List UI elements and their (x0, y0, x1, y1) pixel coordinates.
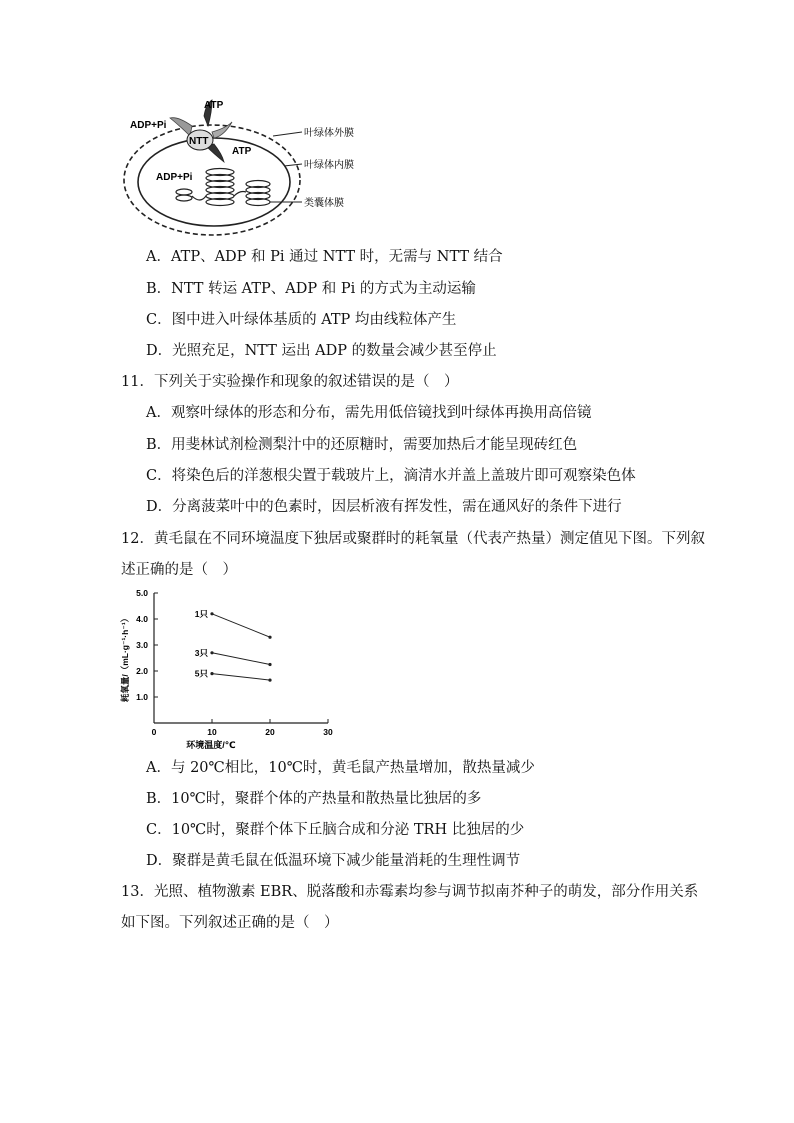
q10-option-c: C．图中进入叶绿体基质的 ATP 均由线粒体产生 (146, 312, 457, 328)
q11-option-c: C．将染色后的洋葱根尖置于载玻片上，滴清水并盖上盖玻片即可观察染色体 (146, 468, 636, 484)
series-label: 1只 (194, 608, 208, 619)
data-point (268, 663, 271, 666)
oxygen-consumption-chart (118, 585, 338, 755)
adp-pi-inner-label: ADP+Pi (156, 172, 193, 183)
q10-option-a: A．ATP、ADP 和 Pi 通过 NTT 时，无需与 NTT 结合 (146, 249, 503, 265)
data-point (268, 636, 271, 639)
q12-option-b: B．10℃时，聚群个体的产热量和散热量比独居的多 (146, 791, 482, 807)
y-tick-label: 2.0 (136, 666, 148, 676)
adp-pi-left-label: ADP+Pi (130, 120, 167, 131)
y-tick-label: 5.0 (136, 588, 148, 598)
series-line (212, 674, 270, 681)
chloroplast-diagram (118, 96, 378, 242)
series-line (212, 614, 270, 637)
q11-option-b: B．用斐林试剂检测梨汁中的还原糖时，需要加热后才能呈现砖红色 (146, 437, 578, 453)
q13-stem-line1: 13．光照、植物激素 EBR、脱落酸和赤霉素均参与调节拟南芥种子的萌发，部分作用关系 (121, 884, 699, 900)
q11-stem: 11．下列关于实验操作和现象的叙述错误的是（ ） (121, 374, 459, 390)
x-tick-label: 20 (265, 727, 275, 737)
data-point (210, 612, 213, 615)
q13-stem-line2: 如下图。下列叙述正确的是（ ） (121, 915, 339, 931)
outer-membrane-label: 叶绿体外膜 (304, 128, 354, 139)
x-tick-label: 30 (323, 727, 333, 737)
y-tick-label: 4.0 (136, 614, 148, 624)
atp-top-label: ATP (204, 100, 224, 111)
data-point (210, 672, 213, 675)
thylakoid-label: 类囊体膜 (304, 198, 344, 209)
series-label: 3只 (194, 647, 208, 658)
q10-option-d: D．光照充足，NTT 运出 ADP 的数量会减少甚至停止 (146, 343, 497, 359)
data-point (268, 679, 271, 682)
x-tick-label: 0 (151, 727, 157, 737)
q11-option-d: D．分离菠菜叶中的色素时，因层析液有挥发性，需在通风好的条件下进行 (146, 499, 622, 515)
q11-option-a: A．观察叶绿体的形态和分布，需先用低倍镜找到叶绿体再换用高倍镜 (146, 405, 592, 421)
data-point (210, 651, 213, 654)
q12-stem-line1: 12．黄毛鼠在不同环境温度下独居或聚群时的耗氧量（代表产热量）测定值见下图。下列叙 (121, 531, 705, 547)
q12-option-a: A．与 20℃相比，10℃时，黄毛鼠产热量增加，散热量减少 (146, 760, 535, 776)
x-axis-label: 环境温度/℃ (186, 740, 236, 750)
atp-inner-label: ATP (232, 146, 252, 157)
y-axis-label: 耗氧量/（mL·g⁻¹·h⁻¹） (120, 613, 130, 703)
q12-stem-line2: 述正确的是（ ） (121, 562, 237, 578)
y-tick-label: 3.0 (136, 640, 148, 650)
x-tick-label: 10 (207, 727, 217, 737)
ntt-label: NTT (189, 136, 209, 147)
inner-membrane-label: 叶绿体内膜 (304, 160, 354, 171)
q12-option-d: D．聚群是黄毛鼠在低温环境下减少能量消耗的生理性调节 (146, 853, 521, 869)
series-line (212, 653, 270, 665)
y-tick-label: 1.0 (136, 692, 148, 702)
q10-option-b: B．NTT 转运 ATP、ADP 和 Pi 的方式为主动运输 (146, 281, 476, 297)
series-label: 5只 (194, 668, 208, 679)
q12-option-c: C．10℃时，聚群个体下丘脑合成和分泌 TRH 比独居的少 (146, 822, 525, 838)
